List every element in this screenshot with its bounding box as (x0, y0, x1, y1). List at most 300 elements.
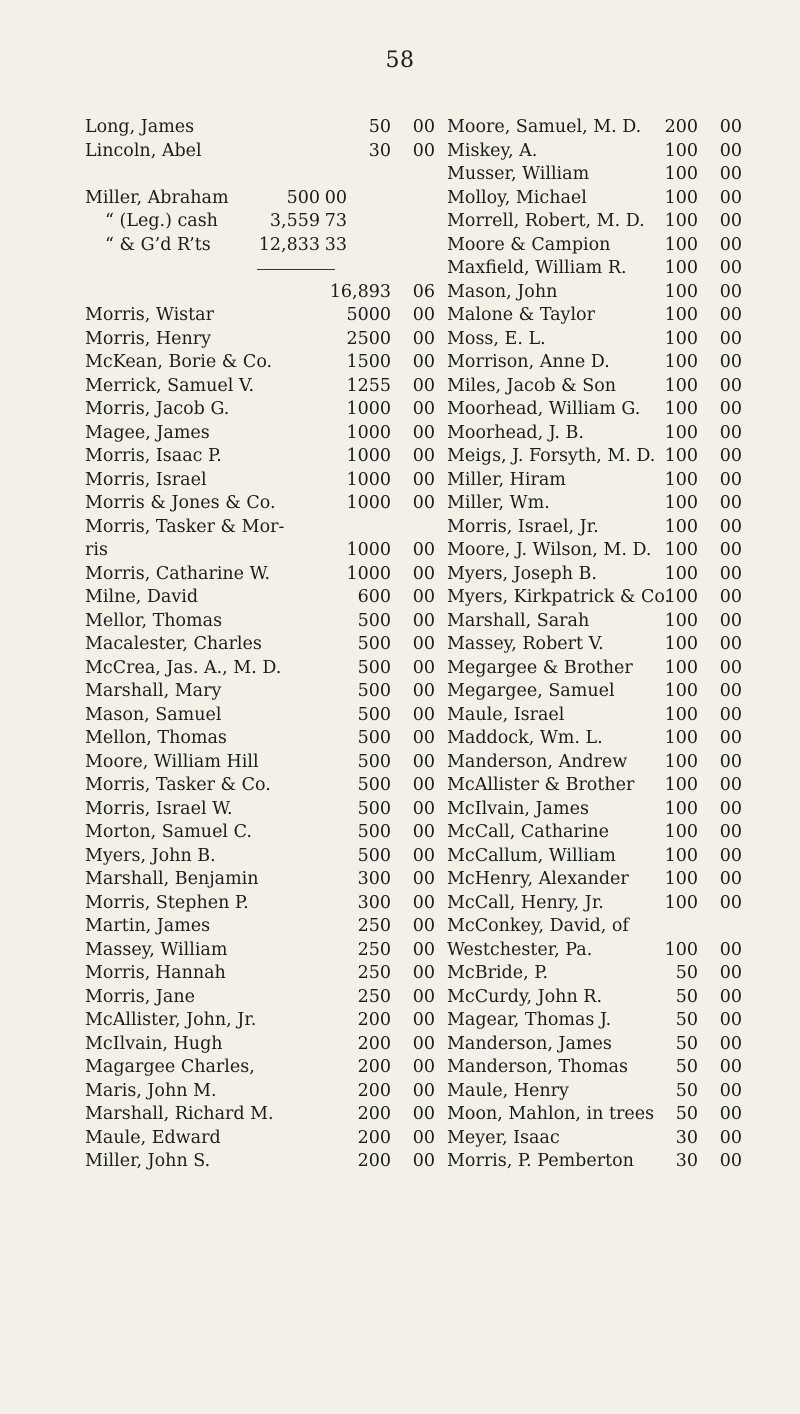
entry-name: Long, James (85, 117, 195, 137)
miller-line-3 (85, 234, 435, 258)
entry-name: McIlvain, James (447, 798, 589, 819)
list-item (447, 751, 742, 775)
list-item (85, 915, 435, 939)
entry-name: Morris, Stephen P. (85, 892, 249, 913)
entry-dollars: 200 (357, 1151, 391, 1171)
entry-name: McCallum, William (447, 845, 616, 866)
entry-name: Miller, John S. (85, 1151, 211, 1171)
entry-dollars: 100 (664, 422, 698, 443)
list-item (85, 116, 435, 140)
entry-name: Magee, James (85, 422, 210, 443)
entry-dollars: 100 (664, 399, 698, 419)
list-item (85, 1150, 435, 1174)
list-item (447, 257, 742, 281)
entry-dollars: 300 (357, 869, 391, 889)
entry-name: Miller, Abraham (85, 187, 229, 208)
list-item (447, 375, 742, 399)
entry-name: Marshall, Richard M. (85, 1104, 274, 1124)
entry-dollars: 1500 (346, 352, 391, 372)
entry-name: Megargee, Samuel (447, 681, 615, 701)
entry-cents: 00 (412, 963, 435, 983)
entry-name: Musser, William (447, 164, 590, 184)
miller-total-row (85, 281, 435, 305)
list-item (85, 1103, 435, 1127)
entry-cents: 00 (719, 657, 742, 678)
entry-cents: 00 (719, 728, 742, 748)
entry-cents: 00 (719, 963, 742, 983)
list-item (85, 375, 435, 399)
entry-dollars: 500 (357, 634, 391, 654)
list-item (85, 727, 435, 751)
list-item (85, 1080, 435, 1104)
entry-cents: 00 (412, 728, 435, 748)
entry-dollars: 100 (664, 352, 698, 372)
entry-name: Moss, E. L. (447, 328, 546, 349)
entry-dollars: 100 (664, 540, 698, 560)
entry-cents: 00 (412, 375, 435, 396)
entry-cents: 00 (412, 657, 435, 678)
list-item (85, 821, 435, 845)
entry-dollars: 100 (664, 140, 698, 161)
miller-line-1 (85, 187, 435, 211)
list-item (447, 868, 742, 892)
entry-dollars: 100 (664, 587, 698, 607)
entry-dollars: 200 (357, 1057, 391, 1077)
entry-cents: 00 (412, 328, 435, 349)
entry-cents: 00 (324, 187, 347, 208)
entry-dollars: 50 (675, 963, 698, 983)
entry-cents: 00 (719, 1151, 742, 1171)
list-item (447, 633, 742, 657)
entry-dollars: 200 (357, 1127, 391, 1148)
entry-dollars: 30 (675, 1151, 698, 1171)
entry-name: Maddock, Wm. L. (447, 728, 603, 748)
entry-dollars: 12,833 (258, 234, 320, 255)
entry-dollars: 200 (357, 1080, 391, 1101)
entry-cents: 00 (719, 798, 742, 819)
entry-dollars: 100 (664, 469, 698, 490)
entry-dollars: 1255 (346, 375, 391, 396)
list-item (447, 586, 742, 610)
list-item (85, 704, 435, 728)
entry-name: “ (Leg.) cash (105, 211, 218, 231)
entry-name: Massey, Robert V. (447, 634, 604, 654)
entry-name: McConkey, David, of (447, 916, 629, 936)
entry-cents: 00 (412, 469, 435, 490)
entry-name: Miller, Wm. (447, 493, 550, 513)
entry-dollars: 500 (357, 681, 391, 701)
entry-cents: 00 (412, 892, 435, 913)
entry-name: ris (85, 540, 108, 560)
entry-cents: 00 (719, 305, 742, 325)
entry-cents: 00 (719, 869, 742, 889)
list-item (447, 140, 742, 164)
list-item (447, 821, 742, 845)
entry-name: Magear, Thomas J. (447, 1010, 612, 1030)
entry-dollars: 30 (368, 140, 391, 161)
entry-name: McAllister, John, Jr. (85, 1010, 257, 1030)
entry-dollars: 30 (675, 1127, 698, 1148)
list-item (85, 892, 435, 916)
entry-cents: 00 (719, 446, 742, 466)
entry-cents: 00 (412, 399, 435, 419)
entry-cents: 00 (412, 916, 435, 936)
list-item (447, 1103, 742, 1127)
entry-cents: 00 (412, 540, 435, 560)
entry-name: Martin, James (85, 916, 211, 936)
entry-dollars: 1000 (346, 563, 391, 584)
entry-dollars: 250 (357, 916, 391, 936)
entry-name: Miskey, A. (447, 140, 538, 161)
entry-cents: 00 (412, 1033, 435, 1054)
entry-name: “ & G’d R’ts (105, 234, 211, 255)
entry-dollars: 300 (357, 892, 391, 913)
entry-cents: 00 (719, 1104, 742, 1124)
list-item (447, 563, 742, 587)
entry-dollars: 200 (357, 1010, 391, 1030)
list-item (447, 469, 742, 493)
entry-name: Morris, Tasker & Co. (85, 775, 271, 795)
entry-name: Malone & Taylor (447, 305, 595, 325)
entry-dollars: 3,559 (269, 211, 320, 231)
entry-cents: 00 (719, 775, 742, 795)
entry-dollars: 100 (664, 728, 698, 748)
entry-cents: 00 (412, 1057, 435, 1077)
entry-cents: 00 (412, 563, 435, 584)
entry-cents: 00 (719, 516, 742, 537)
entry-name: Morris, Tasker & Mor- (85, 516, 285, 537)
list-item (447, 422, 742, 446)
entry-name: McBride, P. (447, 963, 549, 983)
total-cents: 06 (412, 281, 435, 302)
entry-dollars: 100 (664, 187, 698, 208)
entry-dollars: 100 (664, 610, 698, 631)
entry-name: Mellon, Thomas (85, 728, 227, 748)
entry-name: McCurdy, John R. (447, 986, 603, 1007)
list-item (447, 915, 742, 939)
entry-cents: 00 (719, 140, 742, 161)
entry-cents: 00 (719, 164, 742, 184)
list-item (447, 986, 742, 1010)
entry-name: Morris, P. Pemberton (447, 1151, 634, 1171)
list-item (447, 328, 742, 352)
entry-dollars: 500 (286, 187, 320, 208)
entry-cents: 00 (719, 328, 742, 349)
list-item (447, 116, 742, 140)
list-item (447, 234, 742, 258)
left-column (85, 116, 435, 1174)
entry-cents: 00 (412, 822, 435, 842)
entry-name: Mason, John (447, 281, 558, 302)
list-item (447, 516, 742, 540)
list-item (447, 445, 742, 469)
list-item (85, 610, 435, 634)
list-item (85, 539, 435, 563)
list-item (447, 398, 742, 422)
entry-cents: 00 (412, 1080, 435, 1101)
entry-cents: 00 (412, 610, 435, 631)
entry-name: Mason, Samuel (85, 704, 222, 725)
spacer-row (85, 163, 435, 187)
entry-dollars: 500 (357, 751, 391, 772)
entry-name: Morris, Jacob G. (85, 399, 230, 419)
list-item (447, 1009, 742, 1033)
entry-dollars: 500 (357, 704, 391, 725)
entry-name: Macalester, Charles (85, 634, 262, 654)
entry-name: Meigs, J. Forsyth, M. D. (447, 446, 656, 466)
entry-dollars: 100 (664, 869, 698, 889)
entry-name: Maule, Israel (447, 704, 565, 725)
entry-dollars: 100 (664, 751, 698, 772)
entry-dollars: 100 (664, 328, 698, 349)
entry-cents: 00 (412, 1104, 435, 1124)
list-item (85, 1056, 435, 1080)
entry-name: Morton, Samuel C. (85, 822, 252, 842)
entry-cents: 00 (719, 211, 742, 231)
entry-cents: 33 (324, 234, 347, 255)
entry-cents: 00 (719, 587, 742, 607)
entry-name: Molloy, Michael (447, 187, 587, 208)
entry-name: Moorhead, J. B. (447, 422, 584, 443)
entry-name: Manderson, Andrew (447, 751, 628, 772)
entry-dollars: 100 (664, 704, 698, 725)
sum-rule (257, 269, 335, 270)
entry-cents: 00 (719, 258, 742, 278)
entry-cents: 00 (719, 634, 742, 654)
entry-dollars: 100 (664, 516, 698, 537)
entry-cents: 00 (412, 775, 435, 795)
entry-dollars: 1000 (346, 422, 391, 443)
entry-dollars: 100 (664, 493, 698, 513)
list-item (447, 1033, 742, 1057)
entry-dollars: 250 (357, 939, 391, 960)
entry-name: Morris, Israel W. (85, 798, 233, 819)
entry-name: Morris, Henry (85, 328, 212, 349)
list-item (85, 328, 435, 352)
entry-cents: 00 (412, 1151, 435, 1171)
entry-cents: 00 (412, 493, 435, 513)
list-item (85, 868, 435, 892)
entry-cents: 00 (412, 587, 435, 607)
entry-name: McAllister & Brother (447, 775, 635, 795)
entry-cents: 00 (719, 375, 742, 396)
entry-name: Morris, Wistar (85, 305, 214, 325)
list-item (85, 563, 435, 587)
entry-name: Marshall, Mary (85, 681, 222, 701)
list-item (85, 422, 435, 446)
list-item (85, 398, 435, 422)
entry-cents: 00 (412, 305, 435, 325)
entry-dollars: 500 (357, 845, 391, 866)
entry-dollars: 100 (664, 446, 698, 466)
entry-dollars: 500 (357, 822, 391, 842)
entry-name: Magargee Charles, (85, 1057, 255, 1077)
list-item (85, 962, 435, 986)
entry-dollars: 100 (664, 822, 698, 842)
list-item (85, 986, 435, 1010)
list-item (447, 539, 742, 563)
miller-line-2 (85, 210, 435, 234)
entry-cents: 00 (719, 234, 742, 255)
entry-name: Moore, Samuel, M. D. (447, 117, 642, 137)
entry-cents: 00 (719, 986, 742, 1007)
entry-name: Manderson, James (447, 1033, 612, 1054)
entry-dollars: 100 (664, 798, 698, 819)
entry-dollars: 50 (675, 1033, 698, 1054)
entry-dollars: 500 (357, 798, 391, 819)
sum-rule-row (85, 257, 435, 281)
entry-cents: 00 (412, 681, 435, 701)
list-item (85, 469, 435, 493)
entry-dollars: 100 (664, 657, 698, 678)
entry-cents: 00 (719, 1057, 742, 1077)
list-item (85, 516, 435, 540)
list-item (85, 798, 435, 822)
list-item (447, 163, 742, 187)
list-item (85, 845, 435, 869)
entry-name: Morris, Israel (85, 469, 207, 490)
entry-cents: 00 (719, 117, 742, 137)
entry-dollars: 1000 (346, 469, 391, 490)
entry-dollars: 50 (675, 1080, 698, 1101)
list-item (85, 939, 435, 963)
entry-cents: 00 (719, 493, 742, 513)
entry-cents: 00 (719, 281, 742, 302)
list-item (85, 351, 435, 375)
list-item (447, 492, 742, 516)
entry-dollars: 200 (357, 1033, 391, 1054)
entry-name: Moore, William Hill (85, 751, 259, 772)
list-item (85, 492, 435, 516)
entry-dollars: 5000 (346, 305, 391, 325)
entry-cents: 00 (412, 140, 435, 161)
entry-dollars: 100 (664, 845, 698, 866)
entry-dollars: 1000 (346, 493, 391, 513)
entry-dollars: 50 (368, 117, 391, 137)
list-item (447, 657, 742, 681)
entry-dollars: 100 (664, 234, 698, 255)
list-item (447, 187, 742, 211)
list-item (447, 281, 742, 305)
entry-cents: 00 (719, 845, 742, 866)
entry-dollars: 250 (357, 986, 391, 1007)
entry-cents: 00 (412, 704, 435, 725)
entry-name: Westchester, Pa. (447, 939, 593, 960)
entry-dollars: 100 (664, 681, 698, 701)
entry-name: Marshall, Benjamin (85, 869, 259, 889)
page-number: 58 (385, 48, 415, 73)
entry-dollars: 250 (357, 963, 391, 983)
entry-name: McCall, Catharine (447, 822, 610, 842)
entry-cents: 00 (412, 869, 435, 889)
entry-dollars: 100 (664, 939, 698, 960)
entry-dollars: 600 (357, 587, 391, 607)
entry-cents: 00 (719, 1127, 742, 1148)
entry-name: Meyer, Isaac (447, 1127, 560, 1148)
entry-dollars: 500 (357, 728, 391, 748)
entry-cents: 00 (719, 1080, 742, 1101)
entry-name: Moore & Campion (447, 234, 611, 255)
entry-name: Miller, Hiram (447, 469, 566, 490)
entry-dollars: 500 (357, 775, 391, 795)
list-item (447, 1080, 742, 1104)
list-item (447, 304, 742, 328)
entry-cents: 00 (719, 422, 742, 443)
entry-cents: 00 (412, 939, 435, 960)
entry-cents: 00 (719, 352, 742, 372)
entry-cents: 00 (719, 610, 742, 631)
entry-dollars: 1000 (346, 540, 391, 560)
entry-dollars: 50 (675, 1104, 698, 1124)
list-item (447, 704, 742, 728)
entry-name: Mellor, Thomas (85, 610, 223, 631)
entry-dollars: 100 (664, 634, 698, 654)
entry-dollars: 200 (664, 117, 698, 137)
entry-cents: 00 (719, 939, 742, 960)
list-item (85, 1127, 435, 1151)
list-item (447, 962, 742, 986)
list-item (447, 1056, 742, 1080)
entry-name: Miles, Jacob & Son (447, 375, 617, 396)
entry-dollars: 100 (664, 258, 698, 278)
list-item (447, 892, 742, 916)
list-item (85, 445, 435, 469)
entry-name: Merrick, Samuel V. (85, 375, 255, 396)
entry-cents: 00 (719, 540, 742, 560)
list-item (447, 845, 742, 869)
entry-cents: 00 (719, 681, 742, 701)
entry-cents: 00 (719, 751, 742, 772)
entry-name: McIlvain, Hugh (85, 1033, 223, 1054)
entry-name: Maxfield, William R. (447, 258, 627, 278)
entry-name: Massey, William (85, 939, 228, 960)
entry-name: Maule, Henry (447, 1080, 569, 1101)
entry-name: Moorhead, William G. (447, 399, 641, 419)
entry-cents: 00 (719, 563, 742, 584)
entry-cents: 00 (719, 187, 742, 208)
entry-name: Maule, Edward (85, 1127, 221, 1148)
entry-dollars: 100 (664, 164, 698, 184)
entry-cents: 73 (324, 211, 347, 231)
entry-dollars: 50 (675, 1010, 698, 1030)
entry-name: Myers, John B. (85, 845, 216, 866)
entry-name: Morris, Jane (85, 986, 195, 1007)
entry-cents: 00 (412, 422, 435, 443)
entry-name: Morris, Hannah (85, 963, 226, 983)
entry-cents: 00 (412, 798, 435, 819)
entry-cents: 00 (719, 1033, 742, 1054)
entry-name: Morrell, Robert, M. D. (447, 211, 645, 231)
entry-cents: 00 (719, 892, 742, 913)
entry-dollars: 1000 (346, 446, 391, 466)
entry-cents: 00 (412, 1127, 435, 1148)
list-item (85, 751, 435, 775)
entry-name: Morris & Jones & Co. (85, 493, 276, 513)
entry-cents: 00 (412, 986, 435, 1007)
list-item (85, 1033, 435, 1057)
entry-name: McCall, Henry, Jr. (447, 892, 604, 913)
entry-dollars: 100 (664, 775, 698, 795)
entry-name: Milne, David (85, 587, 199, 607)
list-item (85, 1009, 435, 1033)
list-item (447, 210, 742, 234)
entry-name: Manderson, Thomas (447, 1057, 628, 1077)
entry-cents: 00 (412, 751, 435, 772)
entry-dollars: 50 (675, 1057, 698, 1077)
entry-dollars: 50 (675, 986, 698, 1007)
list-item (85, 774, 435, 798)
list-item (447, 1150, 742, 1174)
